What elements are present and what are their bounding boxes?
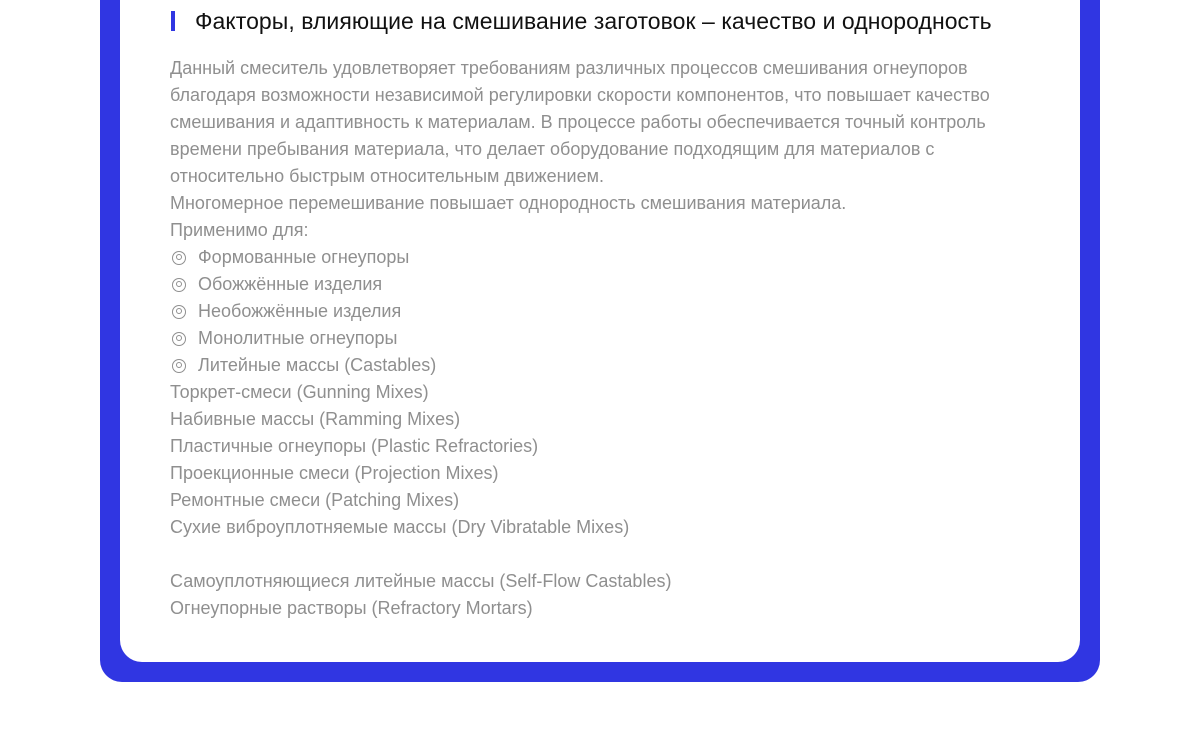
double-circle-icon	[172, 251, 186, 265]
list-item: Ремонтные смеси (Patching Mixes)	[170, 490, 460, 510]
list-item-label: Монолитные огнеупоры	[198, 328, 398, 348]
double-circle-icon	[172, 305, 186, 319]
list-item: Набивные массы (Ramming Mixes)	[170, 409, 461, 429]
list-item: Торкрет-смеси (Gunning Mixes)	[170, 382, 429, 402]
list-item	[170, 325, 1050, 352]
list-item	[170, 244, 1050, 271]
list-spacer	[170, 541, 1050, 568]
heading-accent-bar	[171, 11, 175, 31]
list-item-label: Литейные массы (Castables)	[198, 355, 437, 375]
applicable-label: Применимо для:	[170, 220, 309, 240]
section-content	[170, 55, 1050, 622]
section-heading	[171, 6, 1081, 36]
double-circle-icon	[172, 278, 186, 292]
description-line: благодаря возможности независимой регулировки скорости компонентов, что повышает качество	[170, 85, 990, 105]
list-item: Пластичные огнеупоры (Plastic Refractories)	[170, 436, 539, 456]
description-line: смешивания и адаптивность к материалам. В процессе работы обеспечивается точный контроль	[170, 112, 986, 132]
list-item: Проекционные смеси (Projection Mixes)	[170, 463, 499, 483]
section-title: Факторы, влияющие на смешивание заготовок – качество и однородность	[195, 7, 992, 34]
list-item-label: Обожжённые изделия	[198, 274, 383, 294]
double-circle-icon	[172, 332, 186, 346]
description-line: времени пребывания материала, что делает оборудование подходящим для материалов с	[170, 139, 935, 159]
description-line: Данный смеситель удовлетворяет требованиям различных процессов смешивания огнеупоров	[170, 58, 968, 78]
list-item-label: Необожжённые изделия	[198, 301, 402, 321]
list-item: Огнеупорные растворы (Refractory Mortars)	[170, 598, 533, 618]
list-item	[170, 271, 1050, 298]
description-line: относительно быстрым относительным движением.	[170, 166, 604, 186]
list-item-label: Формованные огнеупоры	[198, 247, 410, 267]
list-item	[170, 352, 1050, 379]
description-line: Многомерное перемешивание повышает однородность смешивания материала.	[170, 193, 847, 213]
double-circle-icon	[172, 359, 186, 373]
list-item: Сухие виброуплотняемые массы (Dry Vibratable Mixes)	[170, 517, 630, 537]
list-item: Самоуплотняющиеся литейные массы (Self-Flow Castables)	[170, 571, 672, 591]
list-item	[170, 298, 1050, 325]
